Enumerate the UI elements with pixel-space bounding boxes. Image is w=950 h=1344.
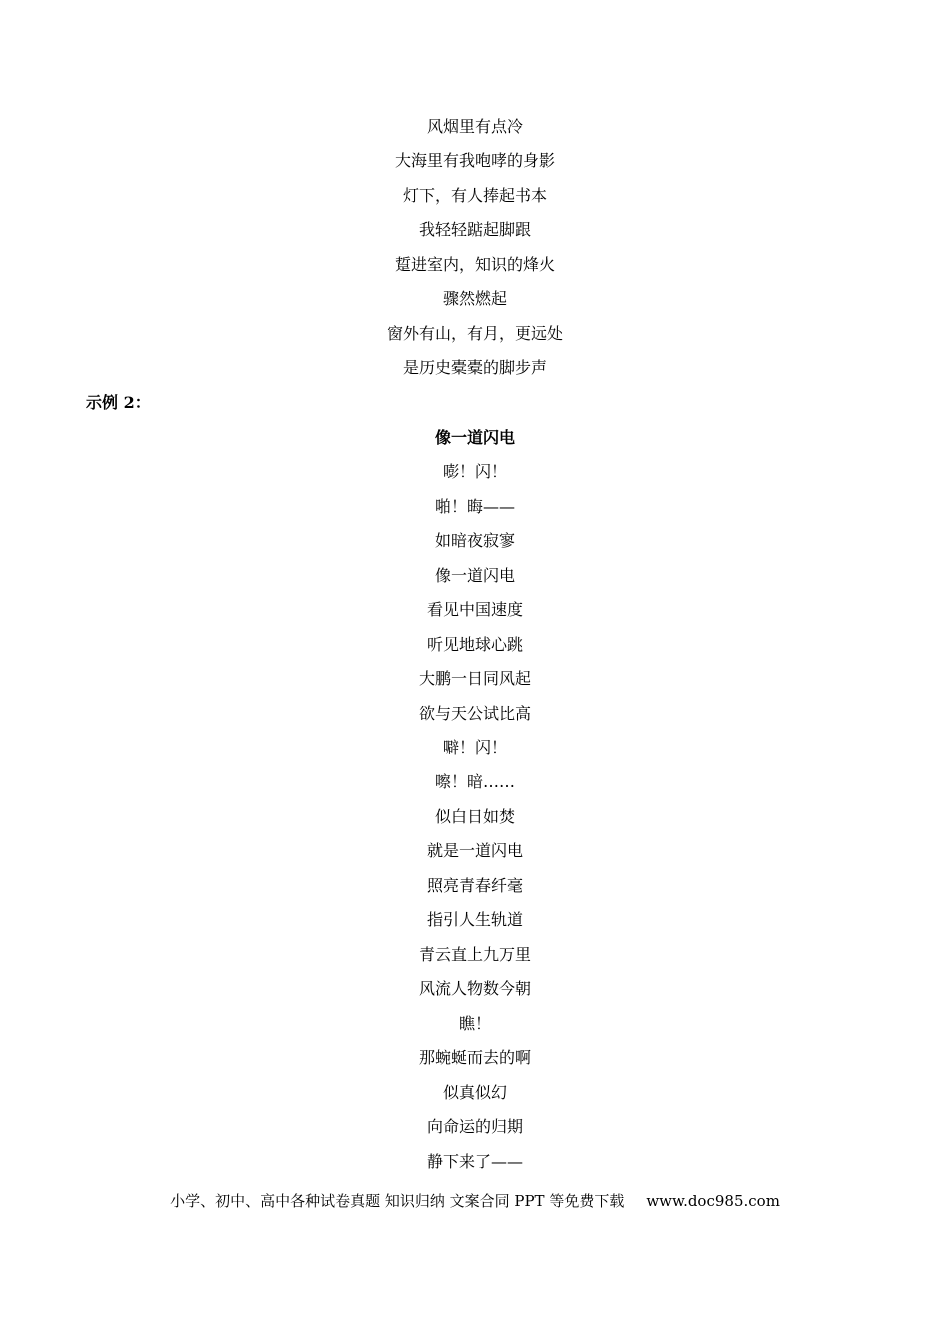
poem2-line: 嚓！暗…… — [434, 772, 515, 791]
poem2-line: 青云直上九万里 — [418, 945, 531, 964]
poem2-line: 如暗夜寂寥 — [434, 531, 515, 550]
poem2-line: 看见中国速度 — [426, 600, 523, 619]
poem2-line: 就是一道闪电 — [426, 841, 523, 860]
poem-title: 像一道闪电 — [434, 428, 515, 447]
poem1-line: 灯下，有人捧起书本 — [402, 186, 547, 205]
poem2-line: 听见地球心跳 — [426, 635, 523, 654]
poem2-line: 像一道闪电 — [434, 566, 515, 585]
poem2-line: 嘭！闪！ — [442, 462, 507, 481]
poem1-line: 是历史橐橐的脚步声 — [402, 358, 547, 377]
poem1-line: 大海里有我咆哮的身影 — [394, 151, 555, 170]
footer-text: 小学、初中、高中各种试卷真题 知识归纳 文案合同 PPT 等免费下载 — [170, 1192, 625, 1210]
poem2-line: 瞧！ — [458, 1014, 491, 1033]
poem2-line: 似真似幻 — [442, 1083, 507, 1102]
footer-url[interactable]: www.doc985.com — [646, 1192, 780, 1210]
poem2-line: 那蜿蜒而去的啊 — [418, 1048, 531, 1067]
poem2-line: 欲与天公试比高 — [418, 704, 531, 723]
poem2-line: 啪！晦—— — [434, 497, 515, 516]
poem2-line: 静下来了—— — [426, 1152, 523, 1171]
page-footer — [0, 1191, 950, 1211]
poem2-line: 风流人物数今朝 — [418, 979, 531, 998]
poem2-line: 大鹏一日同风起 — [418, 669, 531, 688]
poem1-line: 踅进室内，知识的烽火 — [394, 255, 555, 274]
poem2-line: 似白日如焚 — [434, 807, 515, 826]
poem1-line: 窗外有山，有月，更远处 — [386, 324, 563, 343]
poem1-line: 风烟里有点冷 — [426, 117, 523, 136]
poem2-line: 照亮青春纤毫 — [426, 876, 523, 895]
example-label: 示例 2： — [86, 393, 151, 412]
poem2-line: 噼！闪！ — [442, 738, 507, 757]
poem2-line: 向命运的归期 — [426, 1117, 523, 1136]
poem1-line: 我轻轻踮起脚跟 — [418, 220, 531, 239]
poem1-line: 骤然燃起 — [442, 289, 507, 308]
poem2-line: 指引人生轨道 — [426, 910, 523, 929]
